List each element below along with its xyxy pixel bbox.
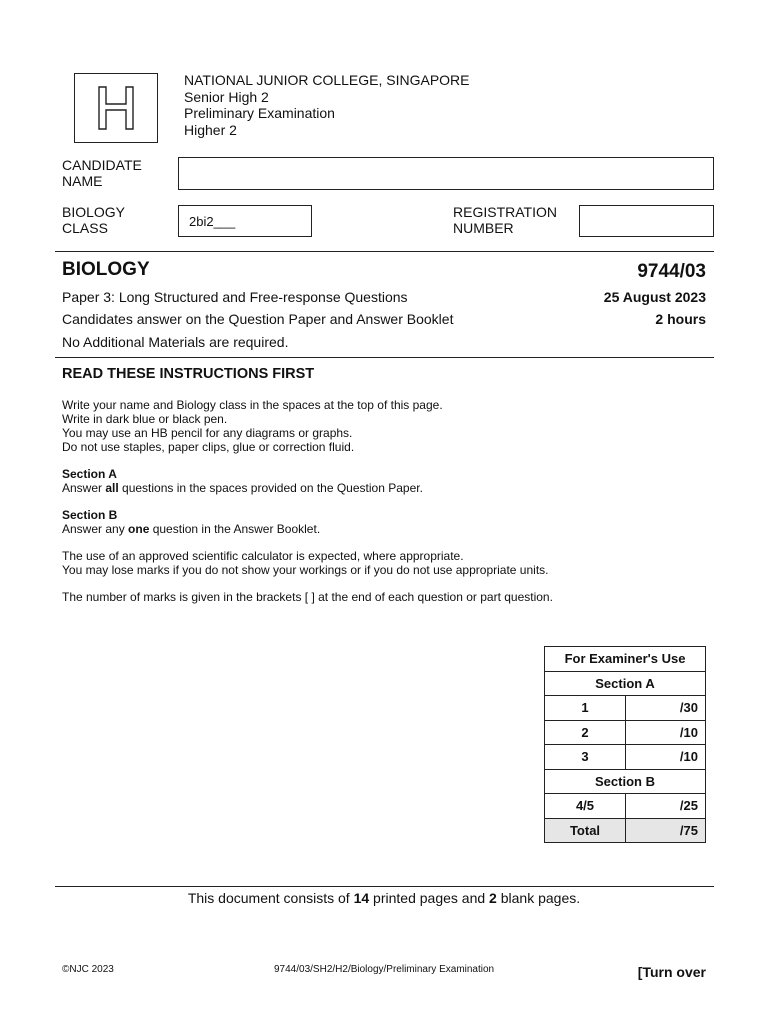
calculator-note: The use of an approved scientific calculator is expected, where appropriate.: [62, 549, 464, 563]
exam-level-logo: [74, 73, 158, 143]
candidate-name-field[interactable]: [178, 157, 714, 190]
biology-class-field[interactable]: [178, 205, 312, 237]
instruction-line: Do not use staples, paper clips, glue or correction fluid.: [62, 440, 355, 454]
copyright: ©NJC 2023: [62, 964, 114, 975]
section-a-row: Section A: [545, 671, 706, 696]
instruction-line: Write in dark blue or black pen.: [62, 412, 228, 426]
max-marks: /10: [626, 720, 706, 745]
syllabus-level: Higher 2: [184, 121, 237, 138]
marks-note: The number of marks is given in the brackets [ ] at the end of each question or part question.: [62, 590, 553, 604]
exam-date: 25 August 2023: [603, 289, 706, 305]
candidate-name-label: CANDIDATE NAME: [62, 157, 142, 189]
biology-class-value: 2bi2___: [189, 214, 236, 229]
instructions-heading: READ THESE INSTRUCTIONS FIRST: [62, 366, 315, 382]
registration-number-label: REGISTRATION NUMBER: [453, 204, 557, 236]
total-max: /75: [626, 818, 706, 843]
exam-duration: 2 hours: [655, 311, 706, 327]
section-b-instruction: Answer any one question in the Answer Booklet.: [62, 522, 321, 536]
subject-title: BIOLOGY: [62, 259, 150, 280]
materials-note: No Additional Materials are required.: [62, 334, 289, 350]
examiner-use-table: [544, 646, 706, 843]
total-label: Total: [545, 818, 626, 843]
units-note: You may lose marks if you do not show your workings or if you do not use appropriate units.: [62, 563, 549, 577]
question-number: 4/5: [545, 794, 626, 819]
question-number: 2: [545, 720, 626, 745]
table-row: [545, 720, 706, 745]
section-b-row: Section B: [545, 769, 706, 794]
biology-class-label: BIOLOGY CLASS: [62, 204, 126, 236]
section-a-heading: Section A: [62, 467, 117, 481]
answer-location: Candidates answer on the Question Paper and Answer Booklet: [62, 311, 454, 327]
max-marks: /10: [626, 745, 706, 770]
section-a-instruction: Answer all questions in the spaces provided on the Question Paper.: [62, 481, 423, 495]
instruction-line: Write your name and Biology class in the spaces at the top of this page.: [62, 398, 443, 412]
footer-divider: [55, 886, 714, 887]
question-number: 3: [545, 745, 626, 770]
paper-title: Paper 3: Long Structured and Free-response Questions: [62, 289, 408, 305]
max-marks: /30: [626, 696, 706, 721]
question-number: 1: [545, 696, 626, 721]
max-marks: /25: [626, 794, 706, 819]
college-name: NATIONAL JUNIOR COLLEGE, SINGAPORE: [184, 72, 470, 88]
total-row: [545, 818, 706, 843]
paper-code: 9744/03: [637, 261, 706, 282]
exam-name: Preliminary Examination: [184, 105, 335, 121]
examiner-table-title: For Examiner's Use: [545, 647, 706, 672]
document-reference: 9744/03/SH2/H2/Biology/Preliminary Examination: [274, 964, 495, 975]
level-name: Senior High 2: [184, 88, 269, 105]
table-row: [545, 696, 706, 721]
turn-over: [Turn over: [637, 964, 706, 980]
section-b-heading: Section B: [62, 508, 118, 522]
table-row: [545, 794, 706, 819]
header-block: [184, 72, 470, 138]
h-letter-logo-icon: [96, 85, 136, 131]
instructions-body: [62, 398, 702, 604]
page-count-note: This document consists of 14 printed pages and 2 blank pages.: [187, 890, 581, 906]
instruction-line: You may use an HB pencil for any diagrams or graphs.: [62, 426, 353, 440]
registration-number-field[interactable]: [579, 205, 714, 237]
divider: [55, 251, 714, 252]
divider: [55, 357, 714, 358]
table-row: [545, 745, 706, 770]
